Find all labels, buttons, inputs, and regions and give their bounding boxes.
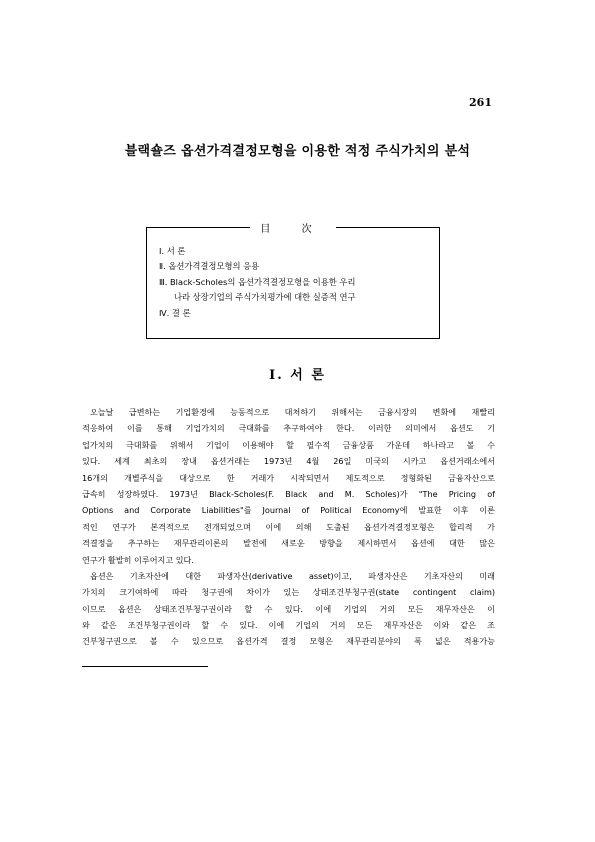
toc-item: Ⅲ. Black-Scholes의 옵션가격결정모형을 이용한 우리 bbox=[159, 276, 356, 287]
toc-item: Ⅳ. 결 론 bbox=[159, 307, 191, 318]
toc-heading bbox=[147, 220, 439, 237]
page-number: 261 bbox=[469, 96, 492, 109]
body-line: 오늘날 급변하는 기업환경에 능동적으로 대처하기 위해서는 금융시장의 변화에 재빨리 bbox=[90, 407, 495, 417]
body-line: 가치의 크기여하에 따라 청구권에 차이가 있는 상태조건부청구권(state contingent claim) bbox=[82, 587, 495, 598]
toc-heading-text: 目 次 bbox=[250, 224, 335, 235]
body-line: 적인 연구가 본격적으로 전개되었으며 이에 의해 도출된 옵션가격결정모형은 합리적 가 bbox=[82, 521, 495, 532]
body-line: 건부청구권으로 볼 수 있으므로 옵션가격 결정 모형은 재무관리분야의 폭 넓은 적용가능 bbox=[82, 636, 495, 647]
toc-item-continuation: 나라 상장기업의 주식가치평가에 대한 실증적 연구 bbox=[174, 292, 356, 303]
table-of-contents bbox=[146, 224, 440, 339]
body-text bbox=[82, 404, 495, 650]
body-line: 있다. 세계 최초의 장내 옵션거래는 1973년 4월 26일 미국의 시카고 옵션거래소에서 bbox=[82, 456, 495, 467]
body-line: 격결정을 추구하는 재무관리이론의 발전에 새로운 방향을 제시하면서 옵션에 대한 많은 bbox=[82, 538, 495, 549]
body-line: 적응하여 이를 통해 기업가치의 극대화를 추구하여야 한다. 이러한 의미에서 옵션도 기 bbox=[82, 423, 495, 434]
toc-item: Ⅰ. 서 론 bbox=[159, 246, 186, 256]
body-line: 와 같은 조건부청구권이라 할 수 있다. 이에 기업의 거의 모든 재무자산은 이와 같은 조 bbox=[82, 620, 495, 631]
toc-item: Ⅱ. 옵션가격결정모형의 응용 bbox=[159, 261, 260, 272]
body-line: Options and Corporate Liabilities"를 Journal of Political Economy에 발표한 이후 이론 bbox=[82, 505, 495, 516]
body-line: 연구가 활발히 이루어지고 있다. bbox=[82, 554, 194, 565]
paper-title: 블랙숄즈 옵션가격결정모형을 이용한 적정 주식가치의 분석 bbox=[124, 144, 471, 159]
body-line: 16개의 개별주식을 대상으로 한 거래가 시작되면서 제도적으로 정형화된 금융자산으로 bbox=[82, 472, 495, 483]
body-line: 업가치의 극대화를 위해서 기업이 이용해야 할 필수적 금융상품 가운데 하나라고 볼 수 bbox=[82, 439, 495, 450]
body-line: 이므로 옵션은 상태조건부청구권이라 할 수 있다. 이에 기업의 거의 모든 재무자산은 이 bbox=[82, 603, 495, 614]
body-line: 급속히 성장하였다. 1973년 Black-Scholes(F. Black and M. Scholes)가 "The Pricing of bbox=[82, 488, 495, 499]
toc-list bbox=[159, 244, 435, 321]
body-line: 옵션은 기초자산에 대한 파생자산(derivative asset)이고, 파생자산은 기초자산의 미래 bbox=[90, 570, 495, 581]
section-heading: Ⅰ. 서 론 bbox=[269, 368, 326, 383]
footnote-separator bbox=[82, 666, 208, 667]
